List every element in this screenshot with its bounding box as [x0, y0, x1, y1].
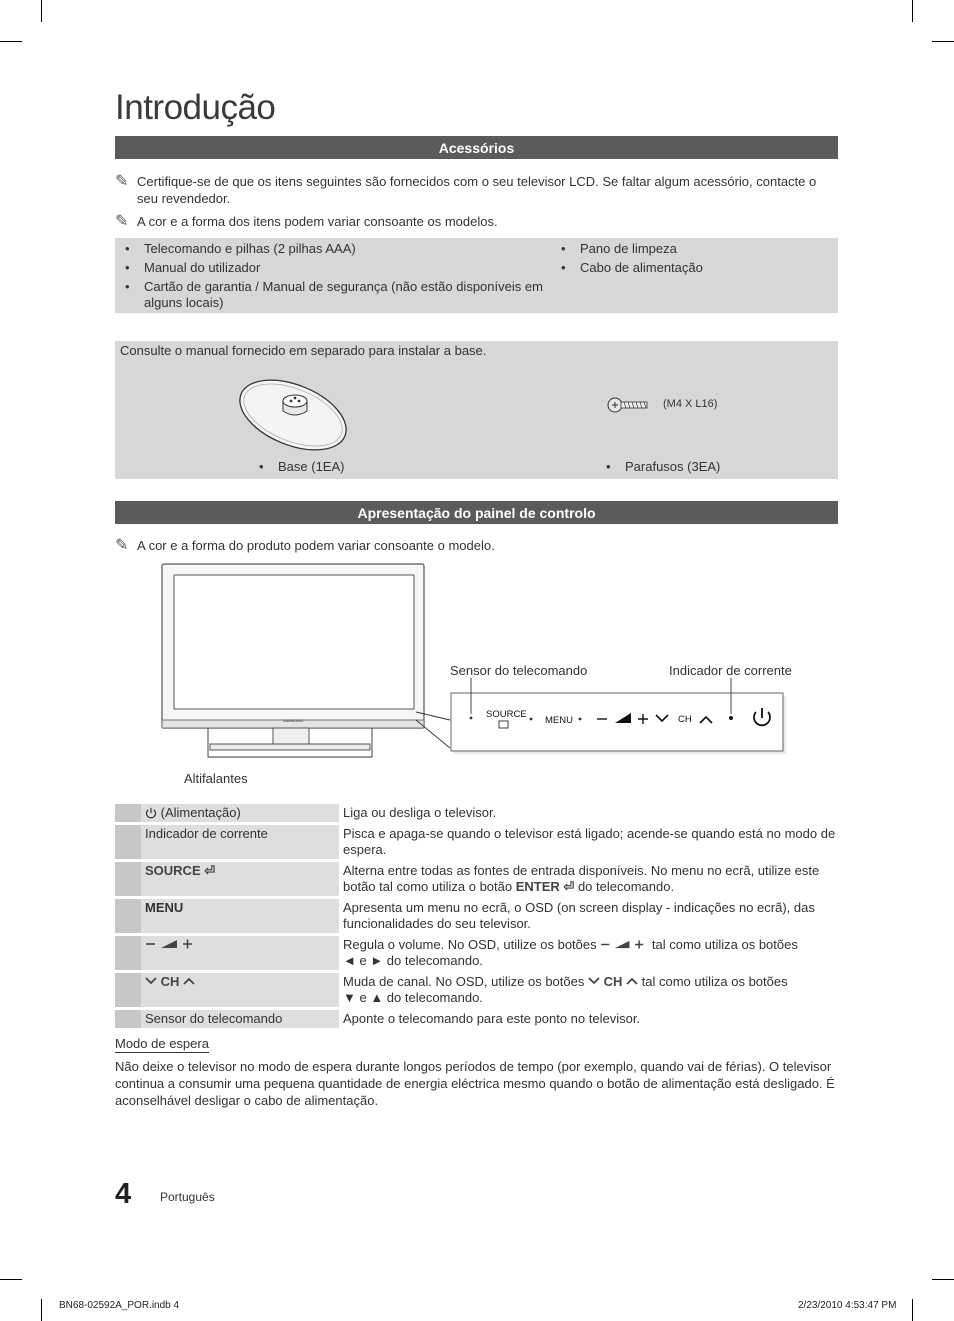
list-item: • Base (1EA): [249, 459, 449, 475]
standby-text: Não deixe o televisor no modo de espera durante longos períodos de tempo (por exemplo, quando vai de férias). O televisor continua a consumir uma pequena quantidade de energia eléctrica mesmo quando o botão de alimentação está desligado. É aconselhável desligar o cabo de alimentação.: [115, 1059, 835, 1108]
panel-menu-label: MENU: [545, 715, 573, 726]
stand-base-illustration: [235, 371, 355, 451]
accessories-header: Acessórios: [115, 136, 838, 159]
power-indicator-dot: [729, 716, 733, 720]
page-number: 4: [115, 1178, 132, 1210]
label-power-indicator: Indicador de corrente: [669, 663, 792, 678]
crop-mark: [932, 41, 954, 42]
panel-source-label: SOURCE: [486, 709, 527, 720]
chevron-down-icon: [145, 976, 157, 986]
chevron-up-icon: [183, 976, 195, 986]
panel-ch-label: CH: [678, 714, 692, 725]
table-row: [115, 1010, 838, 1028]
table-cell-label: [141, 936, 339, 970]
footer-timestamp: 2/23/2010 4:53:47 PM: [798, 1300, 897, 1311]
crop-mark: [0, 41, 22, 42]
volume-icon: [600, 939, 648, 950]
list-item: • Cabo de alimentação: [551, 260, 831, 276]
screw-spec: (M4 X L16): [663, 398, 718, 410]
stand-box: [115, 341, 838, 479]
table-row: [115, 973, 838, 1007]
table-cell-label: CH: [141, 973, 339, 1007]
control-panel-table: [115, 801, 838, 1031]
table-row: [115, 804, 838, 822]
pencil-note-icon: ✎: [115, 537, 129, 554]
page-language: Português: [160, 1190, 215, 1204]
pencil-note-icon: ✎: [115, 173, 129, 190]
table-row: [115, 862, 838, 896]
chevron-up-icon: [626, 976, 638, 986]
pencil-note-icon: ✎: [115, 213, 129, 230]
table-row: [115, 899, 838, 933]
crop-mark: [0, 1279, 22, 1280]
accessories-note-2: ✎ A cor e a forma dos itens podem variar consoante os modelos.: [115, 213, 498, 230]
label-speakers: Altifalantes: [184, 771, 248, 786]
panel-note: ✎ A cor e a forma do produto podem variar consoante o modelo.: [115, 537, 495, 554]
table-cell-label: Indicador de corrente: [141, 825, 339, 859]
enter-icon: ⏎: [204, 863, 216, 878]
accessories-list-box: [115, 238, 838, 313]
table-cell-label: SOURCE ⏎: [141, 862, 339, 896]
volume-icon: [145, 938, 197, 950]
footer-file: BN68-02592A_POR.indb 4: [59, 1300, 180, 1311]
table-cell-desc: Aponte o telecomando para este ponto no televisor.: [343, 1011, 641, 1026]
list-item: • Parafusos (3EA): [596, 459, 796, 475]
tv-front-illustration: [150, 560, 810, 760]
table-cell-label: Sensor do telecomando: [141, 1010, 339, 1028]
table-cell-desc: Liga ou desliga o televisor.: [343, 805, 497, 820]
tv-brand-logo: SAMSUNG: [282, 718, 304, 723]
table-cell-desc: Alterna entre todas as fontes de entrada disponíveis. No menu no ecrã, utilize este botão tal como utiliza o botão ENTER ⏎ do telecomando.: [343, 863, 820, 894]
crop-mark: [41, 1299, 42, 1321]
page-title: Introdução: [115, 88, 276, 127]
table-cell-label: (Alimentação): [141, 804, 339, 822]
table-cell-desc: Apresenta um menu no ecrã, o OSD (on screen display - indicações no ecrã), das funcionalidades do seu televisor.: [343, 900, 815, 931]
chevron-down-icon: [588, 976, 600, 986]
enter-icon: ⏎: [563, 879, 575, 894]
crop-mark: [912, 0, 913, 22]
power-icon: [145, 807, 157, 819]
accessories-list-left: [115, 241, 545, 314]
label-remote-sensor: Sensor do telecomando: [450, 663, 588, 678]
table-cell-desc: Muda de canal. No OSD, utilize os botões CH tal como utiliza os botões ▼ e ▲ do telecomando.: [343, 974, 788, 1005]
table-cell-desc: Regula o volume. No OSD, utilize os botões tal como utiliza os botões ◄ e ► do telecomando.: [343, 937, 798, 968]
crop-mark: [912, 1299, 913, 1321]
table-cell-label: MENU: [141, 899, 339, 933]
table-row: [115, 825, 838, 859]
stand-item-screws: [596, 459, 796, 478]
stand-note: Consulte o manual fornecido em separado para instalar a base.: [120, 343, 487, 358]
crop-mark: [932, 1279, 954, 1280]
list-item: • Cartão de garantia / Manual de segurança (não estão disponíveis em alguns locais): [115, 279, 545, 311]
screw-illustration: [607, 396, 651, 414]
list-item: • Pano de limpeza: [551, 241, 831, 257]
standby-title: Modo de espera: [115, 1036, 209, 1051]
table-row: [115, 936, 838, 970]
accessories-note-1: ✎ Certifique-se de que os itens seguintes são fornecidos com o seu televisor LCD. Se faltar algum acessório, contacte o seu revendedor.: [115, 173, 817, 206]
table-cell-desc: Pisca e apaga-se quando o televisor está ligado; acende-se quando está no modo de espera.: [343, 826, 836, 857]
stand-item-base: [249, 459, 449, 478]
list-item: • Telecomando e pilhas (2 pilhas AAA): [115, 241, 545, 257]
list-item: • Manual do utilizador: [115, 260, 545, 276]
crop-mark: [41, 0, 42, 22]
panel-header: Apresentação do painel de controlo: [115, 501, 838, 524]
accessories-list-right: [551, 241, 831, 279]
